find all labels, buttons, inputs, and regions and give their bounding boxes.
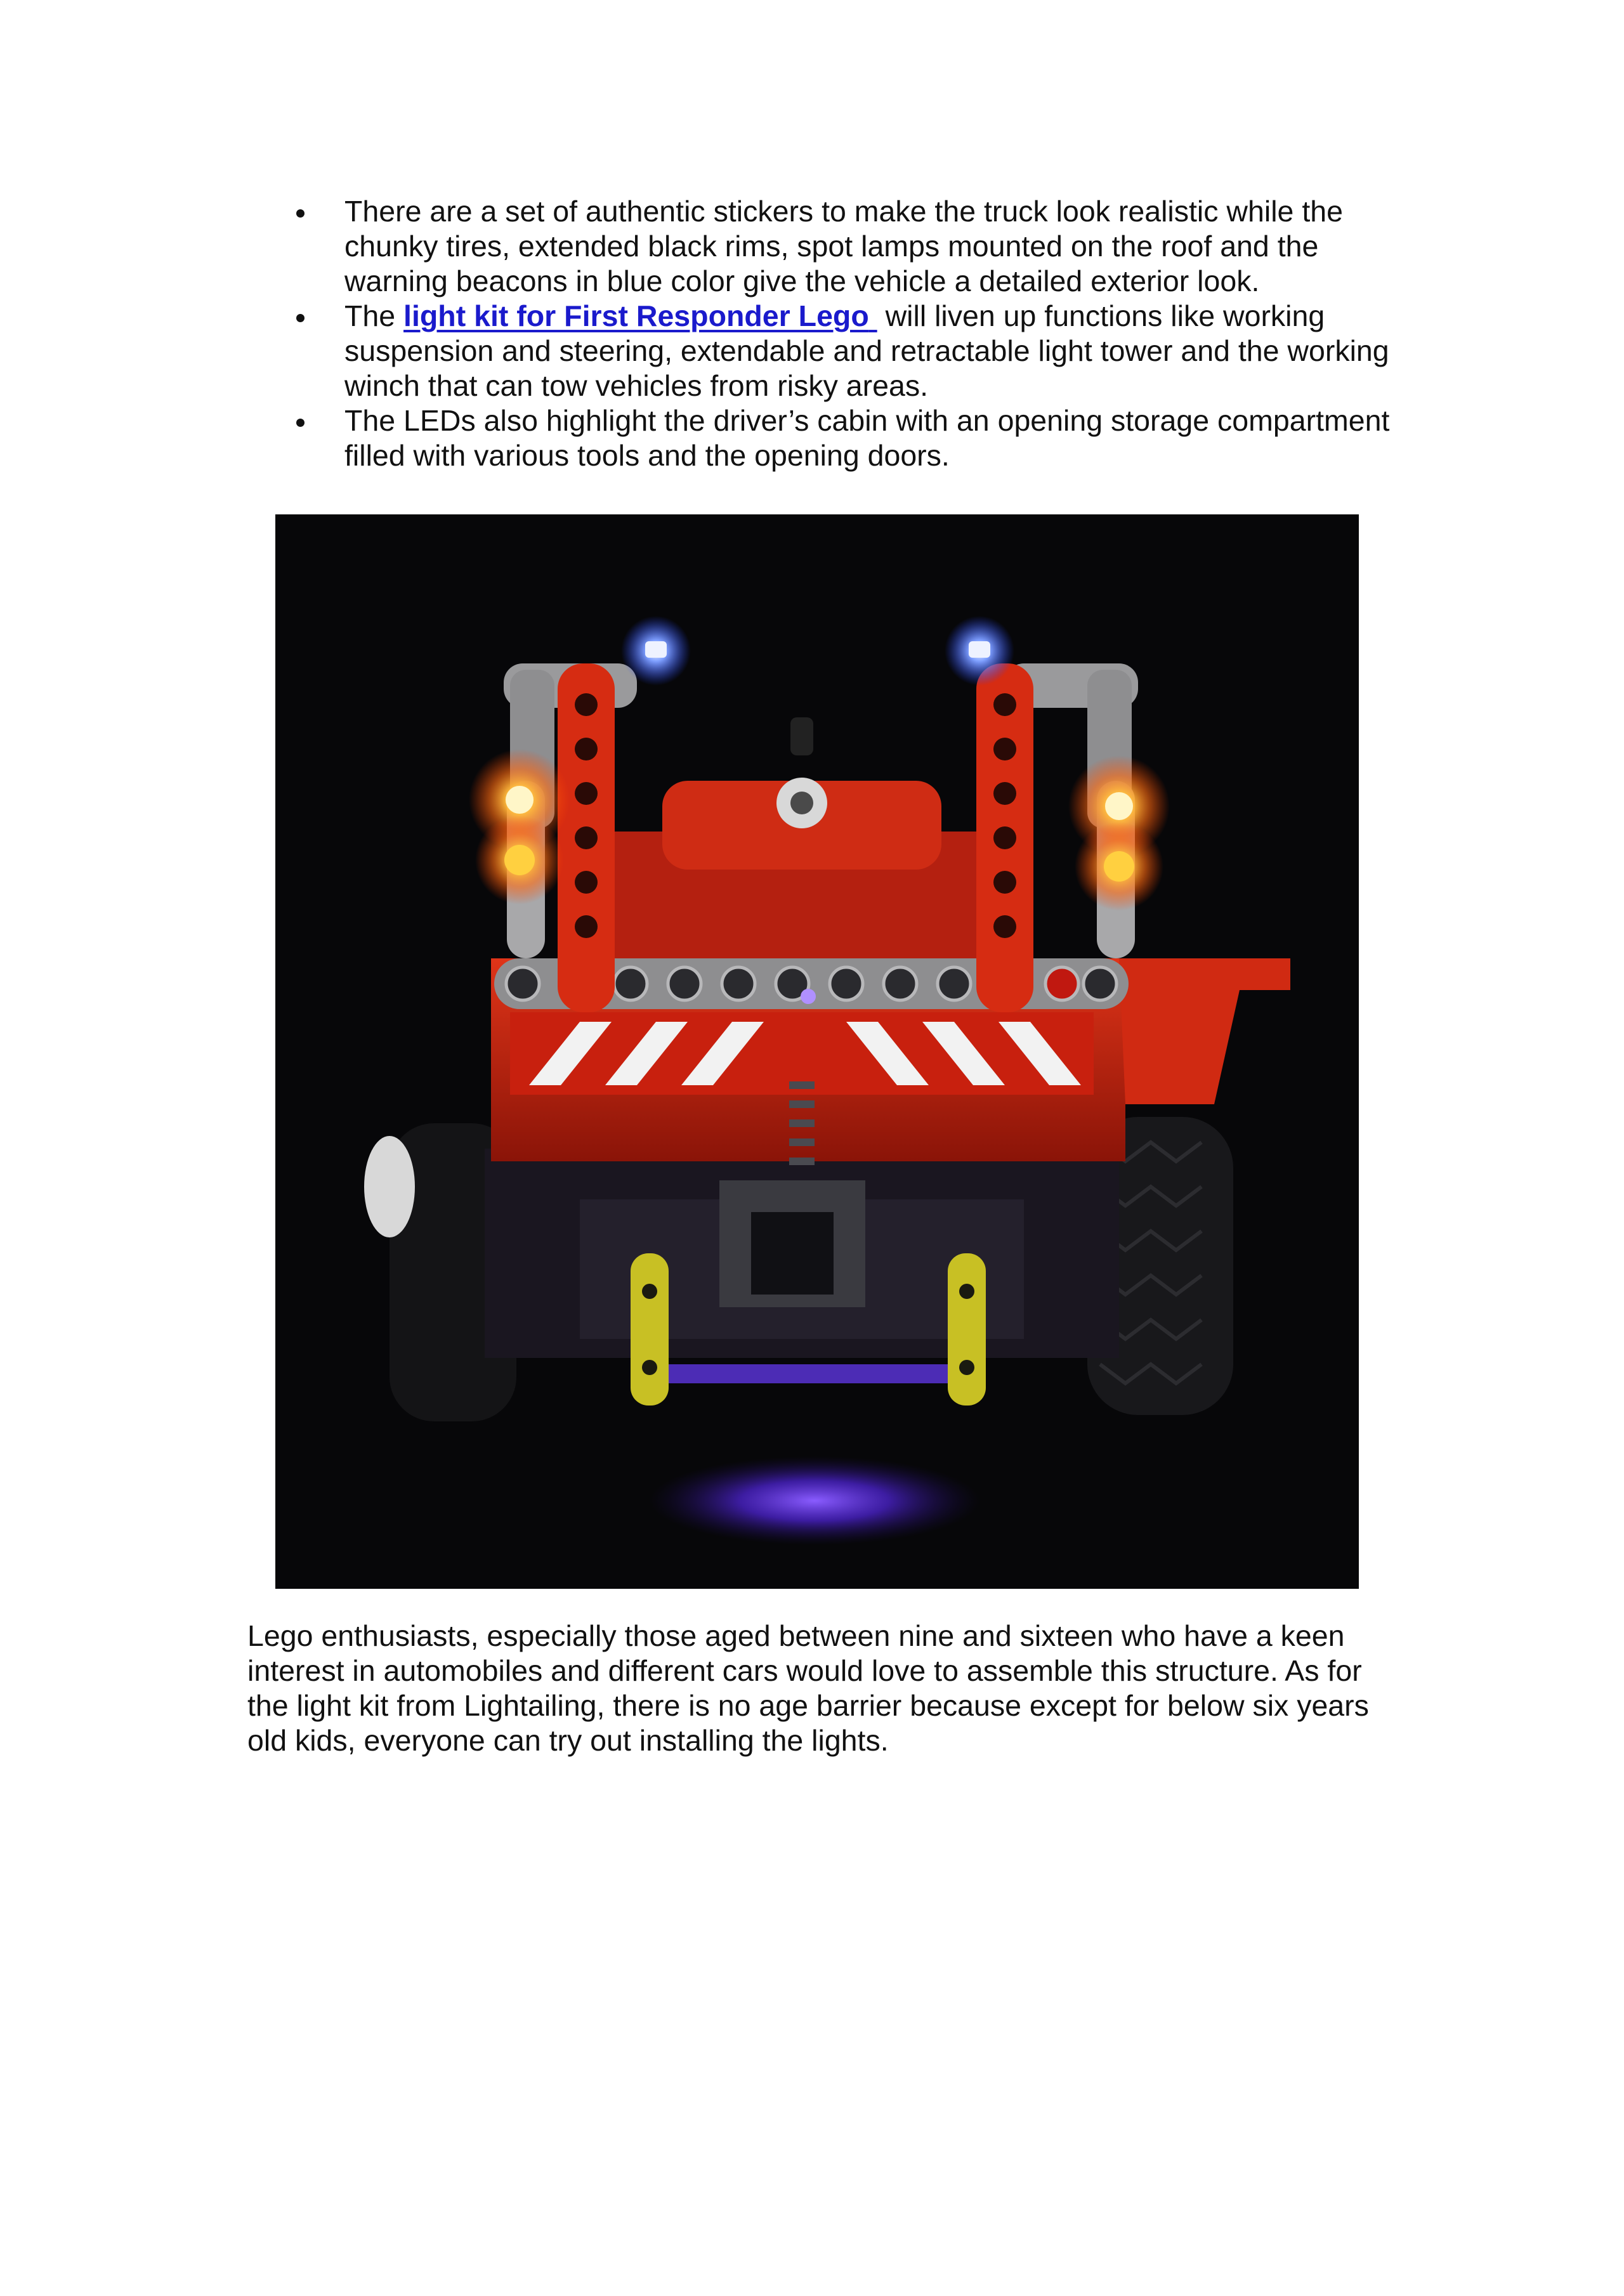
bullet-dot-icon <box>296 419 304 427</box>
bullet-dot-icon <box>296 209 304 218</box>
bullet-item-leds <box>289 403 1405 473</box>
bullet-prefix: The <box>344 299 404 332</box>
closing-paragraph: Lego enthusiasts, especially those aged between nine and sixteen who have a keen interest in automobiles and different cars would love to assemble this structure. As for the light kit from Lightailing, there is no age barrier because except for below six years old kids, everyone can try out installing the lights. <box>247 1619 1369 1757</box>
truck-photo <box>275 514 1359 1589</box>
light-kit-link[interactable]: light kit for First Responder Lego <box>403 299 869 332</box>
bullet-text-stickers: There are a set of authentic stickers to make the truck look realistic while the chunky tires, extended black rims, spot lamps mounted on the roof and the warning beacons in blue color give the vehicle a detailed exterior look. <box>344 195 1343 297</box>
feature-bullet-list <box>289 194 1405 473</box>
bullet-text-leds: The LEDs also highlight the driver’s cabin with an opening storage compartment filled with various tools and the opening doors. <box>344 404 1390 472</box>
bullet-dot-icon <box>296 314 304 322</box>
bullet-item-stickers <box>289 194 1405 299</box>
link-underline-tail <box>869 299 877 332</box>
lego-truck-illustration <box>275 514 1359 1589</box>
bullet-item-light-kit <box>289 299 1405 403</box>
bullet-suffix: will liven up functions like working suspension and steering, extendable and retractable light tower and the working winch that can tow vehicles from risky areas. <box>344 299 1389 402</box>
